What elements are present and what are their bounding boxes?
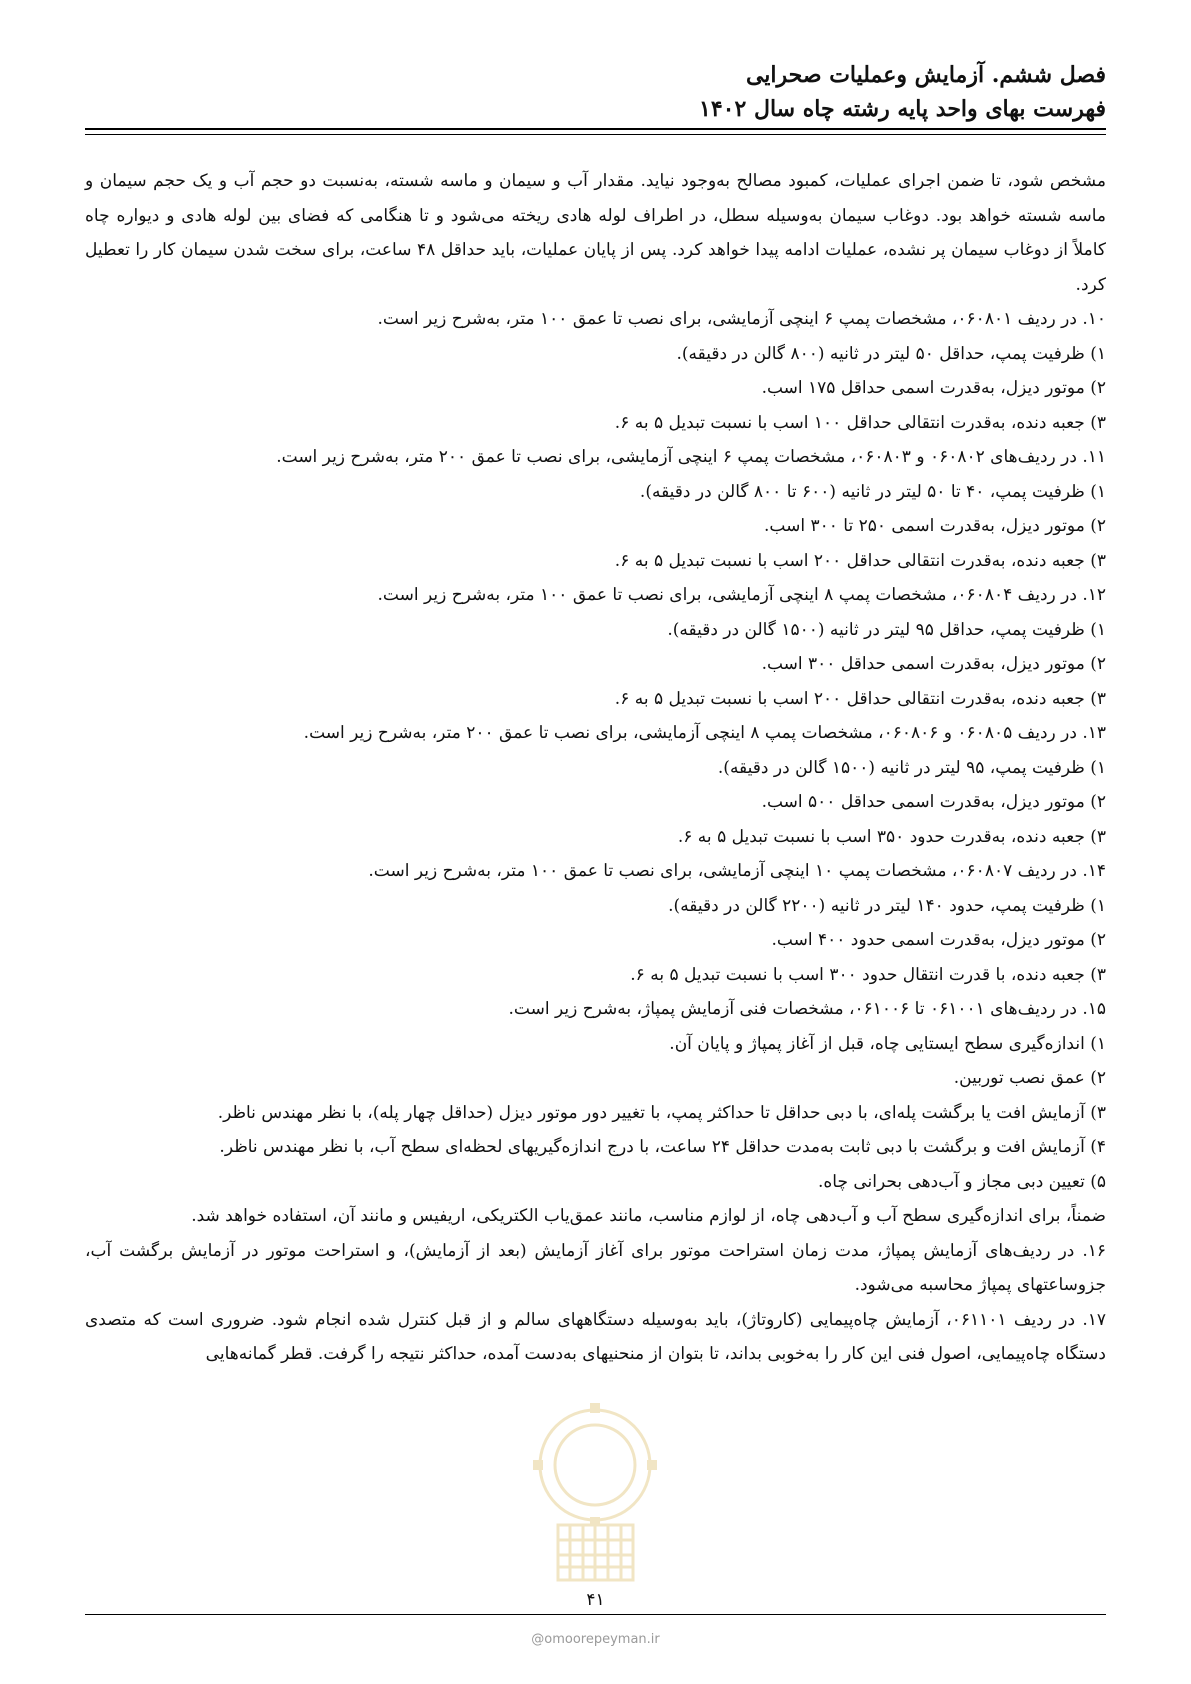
item-11: ۱۱. در ردیف‌های ۰۶۰۸۰۲ و ۰۶۰۸۰۳، مشخصات پمپ ۶ اینچی آزمایشی، برای نصب تا عمق ۲۰۰ متر، به‌شرح زیر است. — [276, 447, 1106, 467]
item-11-sub-1: ۱) ظرفیت پمپ، ۴۰ تا ۵۰ لیتر در ثانیه (۶۰۰ تا ۸۰۰ گالن در دقیقه). — [639, 481, 1106, 502]
item-12-sub-3: ۳) جعبه دنده، به‌قدرت انتقالی حداقل ۲۰۰ اسب با نسبت تبدیل ۵ به ۶. — [614, 688, 1106, 709]
item-15-sub-4: ۴) آزمایش افت و برگشت با دبی ثابت به‌مدت حداقل ۲۴ ساعت، با درج اندازه‌گیریهای لحظه‌ای سطح آب، با نظر مهندس ناظر. — [219, 1137, 1106, 1157]
item-15-sub-2: ۲) عمق نصب توربین. — [953, 1068, 1106, 1088]
item-16: ۱۶. در ردیف‌های آزمایش پمپاژ، مدت زمان استراحت موتور برای آغاز آزمایش (بعد از آزمایش)، و استراحت موتور در آزمایش برگشت آب، جزوساعتهای پمپاژ محاسبه می‌شود. — [85, 1240, 1106, 1295]
item-10-sub-2: ۲) موتور دیزل، به‌قدرت اسمی حداقل ۱۷۵ اسب. — [761, 378, 1106, 398]
item-11-sub-2: ۲) موتور دیزل، به‌قدرت اسمی ۲۵۰ تا ۳۰۰ اسب. — [764, 516, 1106, 536]
item-10-sub-1: ۱) ظرفیت پمپ، حداقل ۵۰ لیتر در ثانیه (۸۰۰ گالن در دقیقه). — [676, 343, 1106, 364]
watermark-logo — [518, 1395, 673, 1595]
website-footer: @omoorepeyman.ir — [531, 1632, 660, 1647]
item-11-sub-3: ۳) جعبه دنده، به‌قدرت انتقالی حداقل ۲۰۰ اسب با نسبت تبدیل ۵ به ۶. — [614, 550, 1106, 571]
item-14: ۱۴. در ردیف ۰۶۰۸۰۷، مشخصات پمپ ۱۰ اینچی آزمایشی، برای نصب تا عمق ۱۰۰ متر، به‌شرح زیر است. — [368, 861, 1106, 881]
header-rule-thin — [85, 134, 1106, 135]
item-12-sub-1: ۱) ظرفیت پمپ، حداقل ۹۵ لیتر در ثانیه (۱۵۰۰ گالن در دقیقه). — [667, 619, 1106, 640]
document-body — [85, 164, 1106, 1372]
header-rule-thick — [85, 128, 1106, 130]
item-13-sub-3: ۳) جعبه دنده، به‌قدرت حدود ۳۵۰ اسب با نسبت تبدیل ۵ به ۶. — [677, 826, 1106, 847]
list-title: فهرست بهای واحد پایه رشته چاه سال ۱۴۰۲ — [699, 96, 1106, 122]
item-12-sub-2: ۲) موتور دیزل، به‌قدرت اسمی حداقل ۳۰۰ اسب. — [761, 654, 1106, 674]
footer-rule — [85, 1614, 1106, 1615]
item-15-note: ضمناً، برای اندازه‌گیری سطح آب و آب‌دهی چاه، از لوازم مناسب، مانند عمق‌یاب الکتریکی، اریفیس و مانند آن، استفاده خواهد شد. — [191, 1206, 1106, 1226]
item-14-sub-1: ۱) ظرفیت پمپ، حدود ۱۴۰ لیتر در ثانیه (۲۲۰۰ گالن در دقیقه). — [668, 895, 1106, 916]
page-number: ۴۱ — [586, 1590, 605, 1610]
item-15-sub-3: ۳) آزمایش افت یا برگشت پله‌ای، با دبی حداقل تا حداکثر پمپ، با تغییر دور موتور دیزل (حداقل چهار پله)، با نظر مهندس ناظر. — [217, 1102, 1106, 1123]
item-14-sub-3: ۳) جعبه دنده، با قدرت انتقال حدود ۳۰۰ اسب با نسبت تبدیل ۵ به ۶. — [630, 964, 1106, 985]
page-header — [85, 58, 1106, 126]
item-14-sub-2: ۲) موتور دیزل، به‌قدرت اسمی حدود ۴۰۰ اسب. — [771, 930, 1106, 950]
item-15-sub-5: ۵) تعیین دبی مجاز و آب‌دهی بحرانی چاه. — [817, 1171, 1106, 1192]
item-10: ۱۰. در ردیف ۰۶۰۸۰۱، مشخصات پمپ ۶ اینچی آزمایشی، برای نصب تا عمق ۱۰۰ متر، به‌شرح زیر است. — [377, 309, 1106, 329]
item-13: ۱۳. در ردیف ۰۶۰۸۰۵ و ۰۶۰۸۰۶، مشخصات پمپ ۸ اینچی آزمایشی، برای نصب تا عمق ۲۰۰ متر، به‌شرح زیر است. — [303, 723, 1106, 743]
item-17: ۱۷. در ردیف ۰۶۱۱۰۱، آزمایش چاه‌پیمایی (کاروتاژ)، باید به‌وسیله دستگاههای سالم و از قبل کنترل شده انجام شود. ضروری است که متصدی دستگاه چاه‌پیمایی، اصول فنی این کار را به‌خوبی بداند، تا بتوان از منحنیهای به‌دست آمده، حداکثر نتیجه را گرفت. قطر گمانه‌هایی — [85, 1309, 1106, 1364]
item-12: ۱۲. در ردیف ۰۶۰۸۰۴، مشخصات پمپ ۸ اینچی آزمایشی، برای نصب تا عمق ۱۰۰ متر، به‌شرح زیر است. — [377, 585, 1106, 605]
item-15-sub-1: ۱) اندازه‌گیری سطح ایستایی چاه، قبل از آغاز پمپاژ و پایان آن. — [669, 1033, 1106, 1054]
item-13-sub-1: ۱) ظرفیت پمپ، ۹۵ لیتر در ثانیه (۱۵۰۰ گالن در دقیقه). — [717, 757, 1106, 778]
gear-logo-icon — [518, 1395, 673, 1595]
item-10-sub-3: ۳) جعبه دنده، به‌قدرت انتقالی حداقل ۱۰۰ اسب با نسبت تبدیل ۵ به ۶. — [614, 412, 1106, 433]
chapter-title: فصل ششم. آزمایش وعملیات صحرایی — [745, 62, 1106, 88]
intro-paragraph: مشخص شود، تا ضمن اجرای عملیات، کمبود مصالح به‌وجود نیاید. مقدار آب و سیمان و ماسه شسته، به‌نسبت دو حجم آب و یک حجم سیمان و ماسه شسته خواهد بود. دوغاب سیمان به‌وسیله سطل، در اطراف لوله هادی ریخته می‌شود و تا هنگامی که فضای بین لوله هادی و دیواره چاه کاملاً از دوغاب سیمان پر نشده، عملیات ادامه پیدا خواهد کرد. پس از پایان عملیات، باید حداقل ۴۸ ساعت، برای سخت شدن سیمان کار را تعطیل کرد. — [85, 171, 1106, 295]
item-15: ۱۵. در ردیف‌های ۰۶۱۰۰۱ تا ۰۶۱۰۰۶، مشخصات فنی آزمایش پمپاژ، به‌شرح زیر است. — [508, 999, 1106, 1019]
item-13-sub-2: ۲) موتور دیزل، به‌قدرت اسمی حداقل ۵۰۰ اسب. — [761, 792, 1106, 812]
